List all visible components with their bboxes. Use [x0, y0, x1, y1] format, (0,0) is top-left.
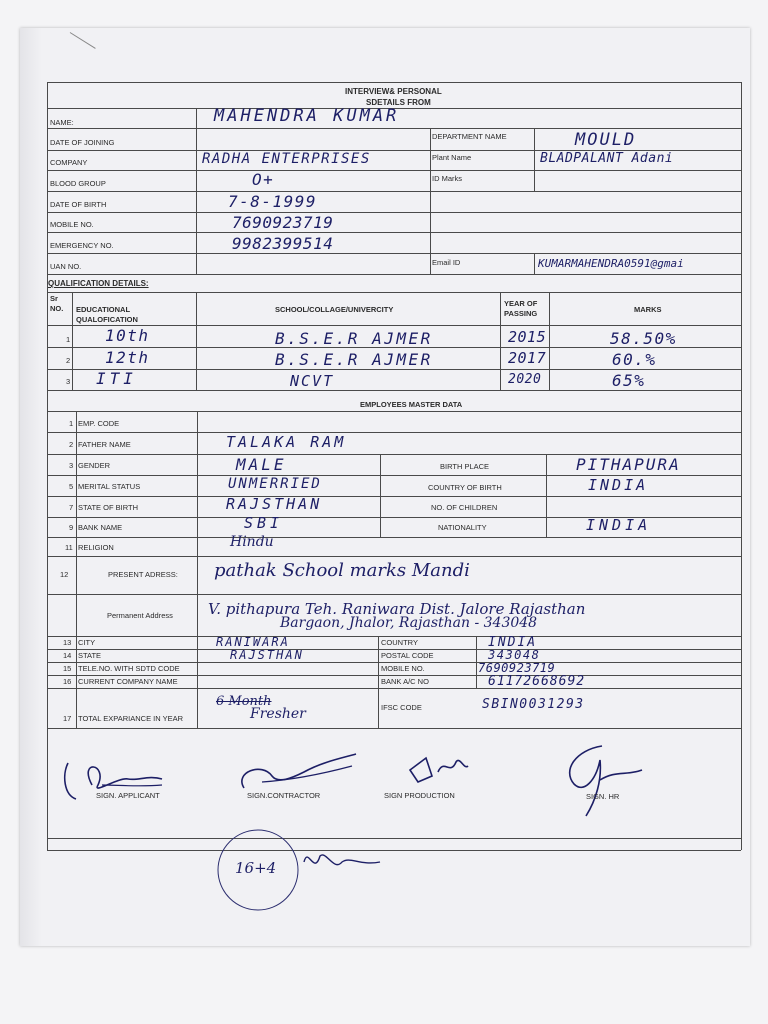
label-current-company: CURRENT COMPANY NAME: [78, 677, 178, 686]
label-id-marks: ID Marks: [432, 174, 462, 183]
line: [47, 390, 741, 391]
value-emergency-no: 9982399514: [232, 234, 334, 253]
line: [47, 82, 48, 850]
label-bank-ac-no: BANK A/C NO: [381, 677, 429, 686]
line: [76, 411, 77, 728]
line: [47, 128, 741, 129]
line: [47, 728, 741, 729]
line: [47, 594, 741, 595]
stamp-note: 16+4: [235, 859, 277, 877]
label-birth-place: BIRTH PLACE: [440, 462, 490, 471]
sign-applicant-label: SIGN. APPLICANT: [96, 791, 160, 800]
line: [476, 636, 477, 688]
line: [534, 253, 535, 274]
production-signature: [404, 752, 474, 788]
qual-header-edu1: EDUCATIONAL: [76, 305, 131, 314]
value-date-of-birth: 7-8-1999: [228, 192, 318, 211]
value-state-of-birth: RAJSTHAN: [226, 495, 323, 513]
label-state: STATE: [78, 651, 102, 660]
value-bank-name: SBI: [244, 514, 284, 532]
qual-row-marks: 65%: [612, 371, 646, 390]
label-name: NAME:: [50, 118, 74, 127]
value-nationality: INDIA: [586, 516, 652, 534]
value-experience-struck: 6 Month: [216, 694, 272, 709]
label-uan-no: UAN NO.: [50, 262, 82, 271]
value-state: RAJSTHAN: [230, 648, 304, 662]
line: [546, 454, 547, 537]
label-date-of-joining: DATE OF JOINING: [50, 138, 115, 147]
label-postal-code: POSTAL CODE: [381, 651, 434, 660]
line: [47, 688, 741, 689]
line: [549, 292, 550, 390]
label-date-of-birth: DATE OF BIRTH: [50, 200, 107, 209]
line: [196, 108, 197, 274]
value-country-of-birth: INDIA: [588, 476, 649, 494]
line: [47, 636, 741, 637]
value-city: RANIWARA: [216, 635, 290, 649]
qual-header-no: NO.: [50, 304, 64, 313]
contractor-signature: [232, 752, 362, 794]
value-blood-group: O+: [252, 170, 275, 189]
qual-row-school: NCVT: [290, 372, 335, 390]
qual-row-qualification: 10th: [105, 326, 150, 345]
label-present-address: PRESENT ADRESS:: [108, 570, 178, 579]
master-num: 12: [60, 570, 69, 579]
label-company: COMPANY: [50, 158, 88, 167]
line: [196, 292, 197, 390]
master-num: 2: [69, 440, 74, 449]
value-birth-place: PITHAPURA: [576, 455, 681, 474]
value-department: MOULD: [575, 130, 637, 150]
line: [47, 325, 741, 326]
label-permanent-address: Permanent Address: [107, 611, 173, 620]
master-num: 15: [63, 664, 72, 673]
value-bank-ac-no: 61172668692: [488, 674, 586, 689]
qual-row-sr: 2: [66, 356, 71, 365]
master-num: 17: [63, 714, 72, 723]
qualification-section-title: QUALIFICATION DETAILS:: [48, 279, 149, 288]
label-city: CITY: [78, 638, 96, 647]
master-num: 9: [69, 523, 74, 532]
label-tele-no: TELE.NO. WITH SDTD CODE: [78, 664, 180, 673]
qual-header-year2: PASSING: [504, 309, 538, 318]
master-num: 14: [63, 651, 72, 660]
line: [534, 128, 535, 192]
hr-signature: [556, 740, 646, 820]
line: [47, 496, 741, 497]
line: [47, 212, 741, 213]
label-department-name: DEPARTMENT NAME: [432, 132, 507, 141]
qual-header-edu2: QUALOFICATION: [76, 315, 138, 324]
value-email: KUMARMAHENDRA0591@gmai: [538, 257, 684, 270]
label-country: COUNTRY: [381, 638, 418, 647]
qual-row-qualification: ITI: [96, 369, 137, 388]
qual-row-school: B.S.E.R AJMER: [275, 329, 433, 348]
qual-row-qualification: 12th: [105, 348, 150, 367]
label-total-experience: TOTAL EXPARIANCE IN YEAR: [78, 714, 184, 723]
value-gender: MALE: [236, 455, 287, 474]
qual-header-year1: YEAR OF: [504, 299, 538, 308]
value-merital-status: UNMERRIED: [228, 476, 322, 492]
master-num: 3: [69, 461, 74, 470]
value-permanent-address-1: V. pithapura Teh. Raniwara Dist. Jalore Rajasthan: [208, 600, 586, 618]
master-num: 16: [63, 677, 72, 686]
value-permanent-address-2: Bargaon, Jhalor, Rajasthan - 343048: [280, 615, 538, 631]
label-nationality: NATIONALITY: [438, 523, 487, 532]
label-plant-name: Plant Name: [432, 153, 472, 162]
label-blood-group: BLOOD GROUP: [50, 179, 106, 188]
value-name: MAHENDRA KUMAR: [214, 106, 400, 126]
line: [197, 411, 198, 728]
line: [500, 292, 501, 390]
master-num: 5: [69, 482, 74, 491]
line: [741, 82, 742, 850]
form-title-line2: SDETAILS FROM: [366, 98, 431, 107]
label-emergency-no: EMERGENCY NO.: [50, 241, 114, 250]
line: [47, 662, 741, 663]
value-mobile-no: 7690923719: [478, 661, 556, 675]
qual-row-sr: 3: [66, 377, 71, 386]
line: [380, 454, 381, 537]
master-num: 11: [65, 543, 73, 552]
label-bank-name: BANK NAME: [78, 523, 123, 532]
label-mobile-no-2: MOBILE NO.: [381, 664, 425, 673]
value-plant: BLADPALANT Adani: [540, 151, 674, 166]
label-gender: GENDER: [78, 461, 111, 470]
qual-row-marks: 60.%: [612, 350, 657, 369]
line: [47, 274, 741, 275]
line: [47, 556, 741, 557]
qual-header-sr: Sr: [50, 294, 58, 303]
line: [47, 432, 741, 433]
label-no-of-children: NO. OF CHILDREN: [431, 503, 498, 512]
qual-header-school: SCHOOL/COLLAGE/UNIVERCITY: [275, 305, 394, 314]
line: [47, 253, 741, 254]
label-religion: RELIGION: [78, 543, 114, 552]
label-father-name: FATHER NAME: [78, 440, 131, 449]
label-merital-status: MERITAL STATUS: [78, 482, 141, 491]
value-experience: Fresher: [250, 706, 306, 722]
master-section-title: EMPLOYEES MASTER DATA: [360, 400, 463, 409]
value-present-address: pathak School marks Mandi: [214, 560, 470, 581]
master-num: 1: [69, 419, 74, 428]
line: [47, 191, 741, 192]
line: [47, 850, 741, 851]
qual-row-year: 2020: [508, 372, 542, 387]
line: [47, 369, 741, 370]
master-num: 7: [69, 503, 74, 512]
line: [47, 170, 741, 171]
value-postal-code: 343048: [488, 648, 541, 662]
value-religion: Hindu: [230, 534, 274, 550]
sign-production-label: SIGN PRODUCTION: [384, 791, 455, 800]
value-mobile-no: 7690923719: [232, 213, 334, 232]
sign-contractor-label: SIGN.CONTRACTOR: [247, 791, 321, 800]
qual-row-marks: 58.50%: [610, 329, 677, 348]
value-country: INDIA: [488, 635, 538, 650]
line: [47, 411, 741, 412]
label-ifsc-code: IFSC CODE: [381, 703, 422, 712]
qual-row-year: 2017: [508, 349, 547, 367]
line: [378, 636, 379, 728]
qual-row-sr: 1: [66, 335, 71, 344]
label-country-of-birth: COUNTRY OF BIRTH: [428, 483, 502, 492]
line: [47, 649, 741, 650]
line: [47, 537, 741, 538]
label-emp-code: EMP. CODE: [78, 419, 120, 428]
sign-hr-label: SIGN. HR: [586, 792, 620, 801]
label-mobile-no: MOBILE NO.: [50, 220, 94, 229]
qual-row-school: B.S.E.R AJMER: [275, 350, 433, 369]
qual-header-marks: MARKS: [634, 305, 662, 314]
line: [430, 128, 431, 274]
line: [47, 82, 741, 83]
value-company: RADHA ENTERPRISES: [202, 151, 371, 167]
line: [72, 292, 73, 390]
label-email-id: Email ID: [432, 258, 461, 267]
qual-row-year: 2015: [508, 328, 547, 346]
line: [47, 232, 741, 233]
line: [47, 838, 741, 839]
value-father-name: TALAKA RAM: [226, 433, 347, 451]
value-ifsc-code: SBIN0031293: [482, 697, 585, 712]
line: [47, 292, 741, 293]
line: [47, 675, 741, 676]
form-title-line1: INTERVIEW& PERSONAL: [345, 87, 442, 96]
master-num: 13: [63, 638, 72, 647]
label-state-of-birth: STATE OF BIRTH: [78, 503, 139, 512]
